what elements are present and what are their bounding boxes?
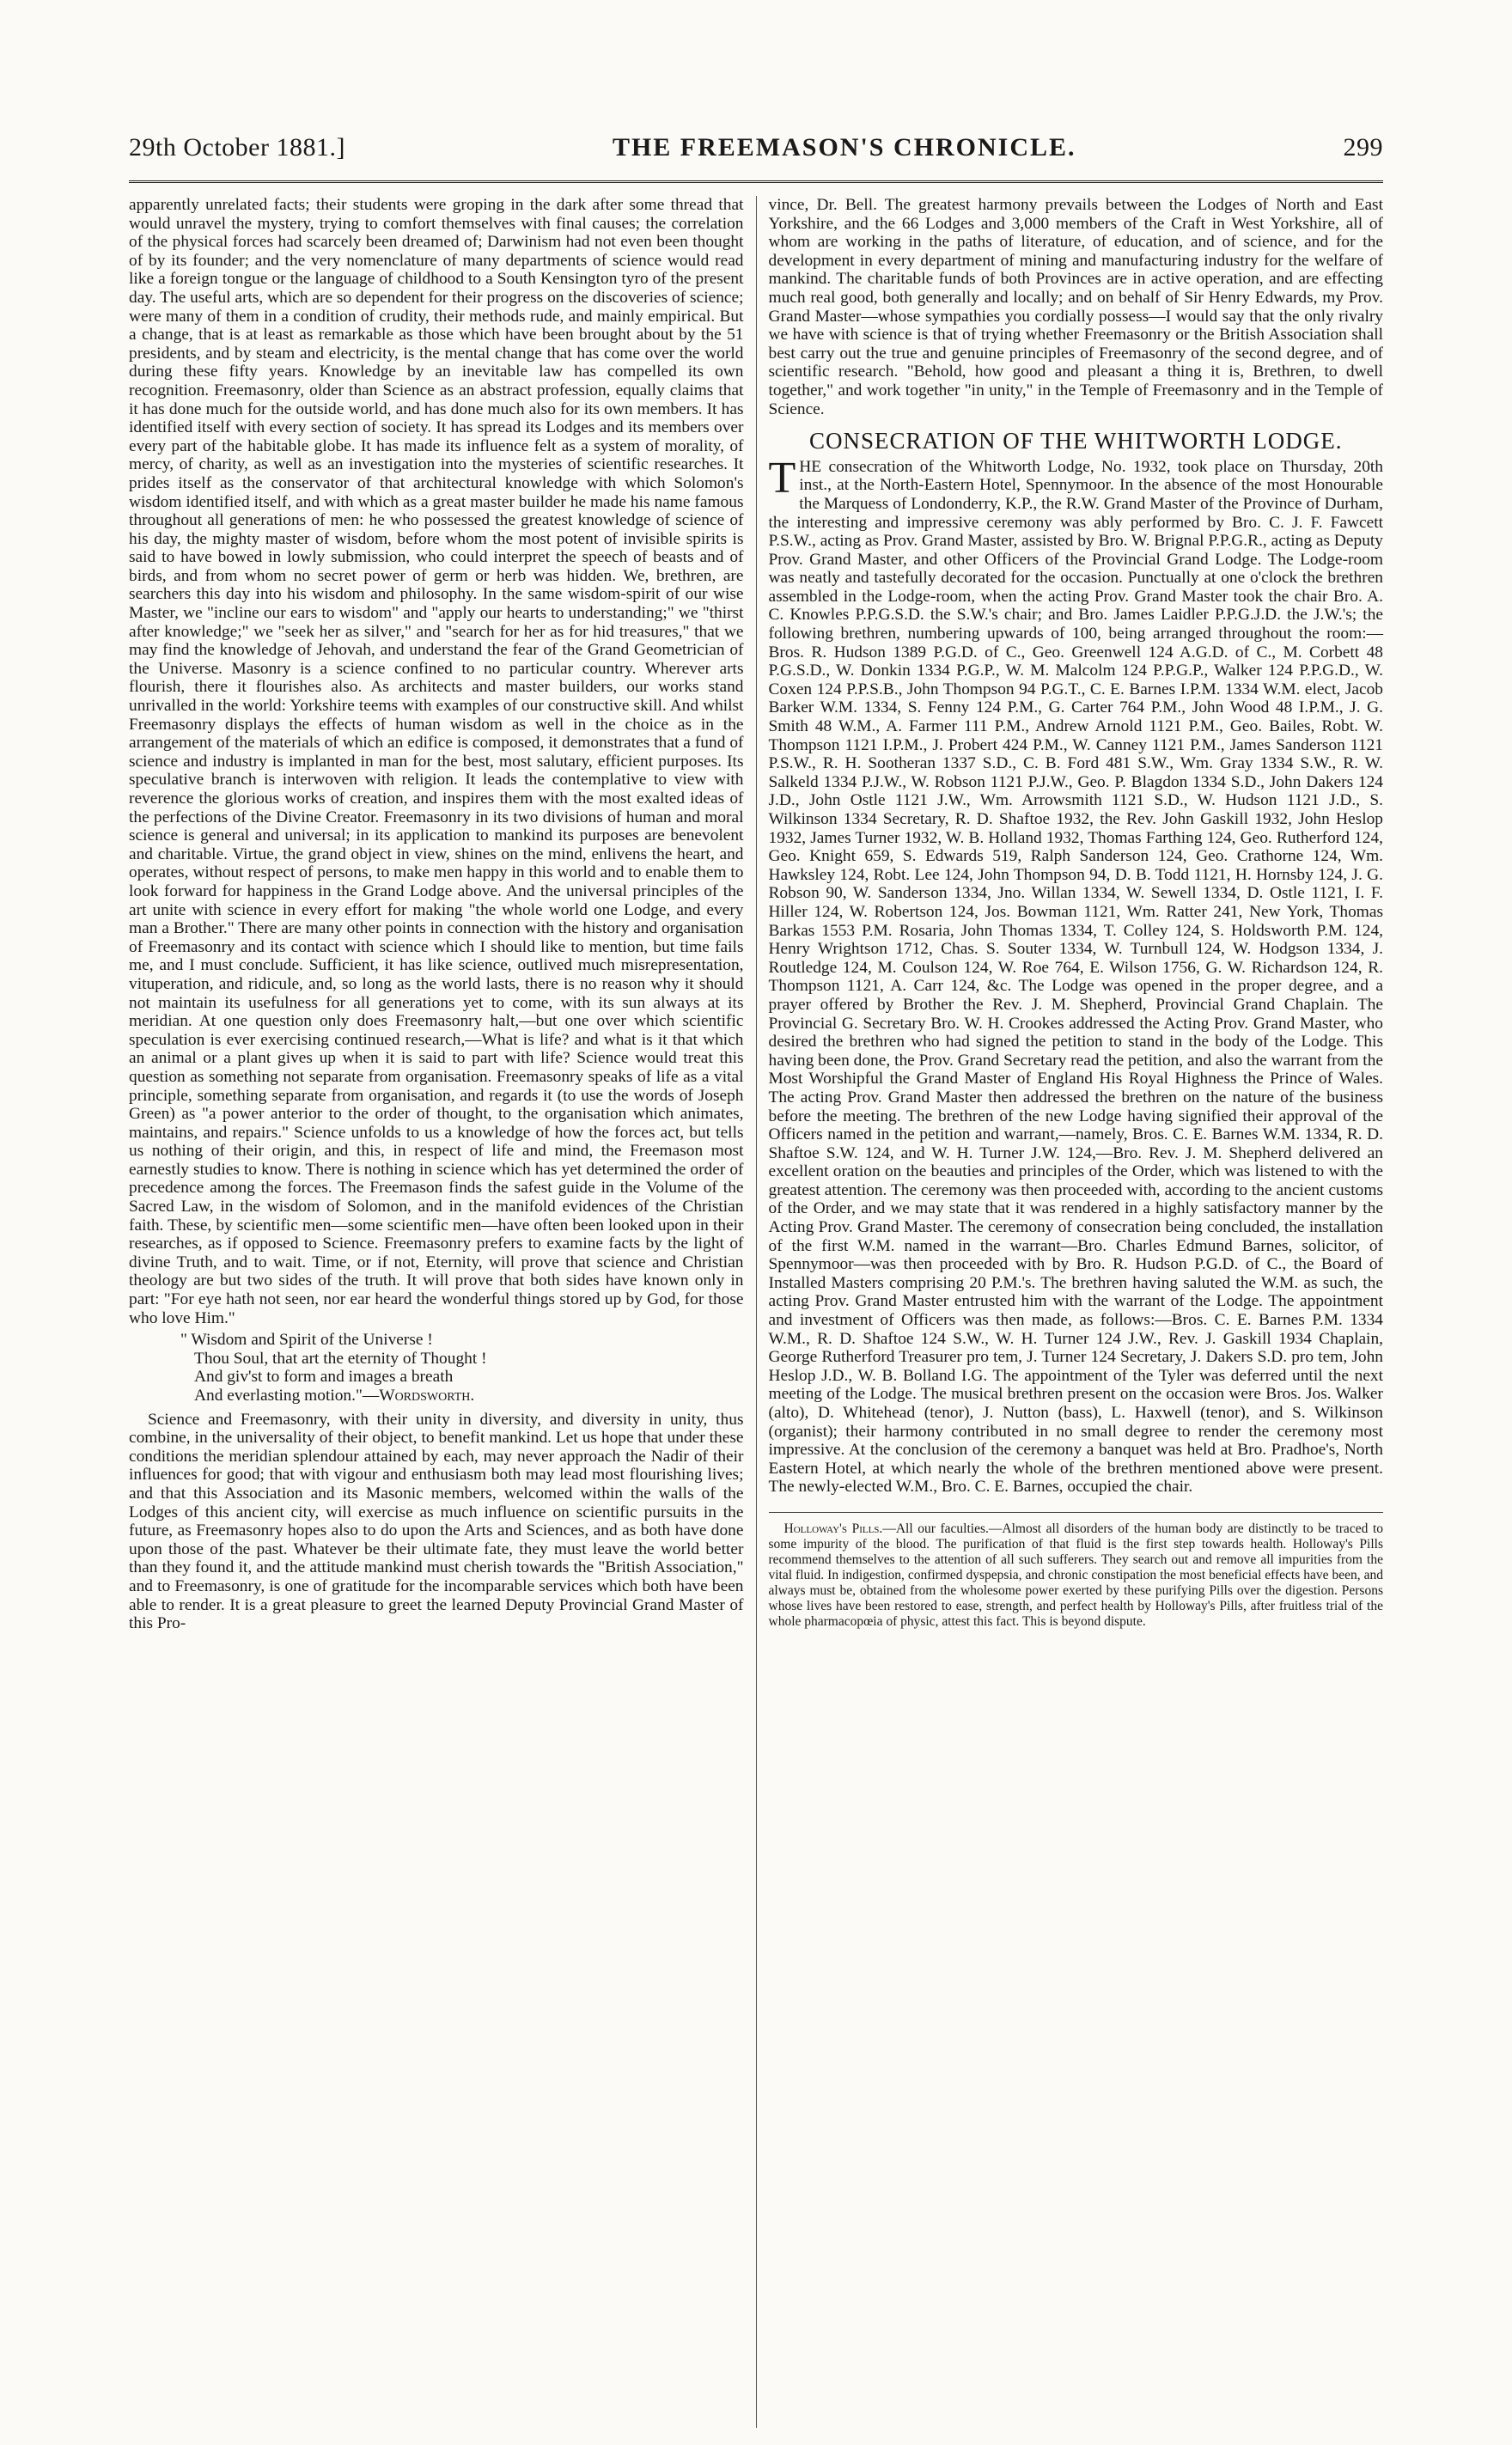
article-columns bbox=[129, 196, 1383, 2428]
closing-paragraph: Science and Freemasonry, with their unity in diversity, and diversity in unity, thus combine, in the universality of their object, to benefit mankind. Let us hope that under these conditions the meridian splendour attained by each, may never approach the Nadir of their influences for good; that with vigour and enthusiasm both may lead most flourishing lives; and that this Association and its Masonic members, welcomed within the walls of the Lodges of this ancient city, will exercise as much influence on scientific pursuits in the future, as Freemasonry hopes also to do upon the Arts and Sciences, and as both have done upon those of the past. Whatever be their ultimate fate, they must leave the world better than they found it, and the attitude mankind must cherish towards the "British Association," and to Freemasonry, is one of gratitude for the incomparable services which both have been able to render. It is a great pleasure to greet the learned Deputy Provincial Grand Master of this Pro- bbox=[129, 1410, 744, 1633]
section-heading: CONSECRATION OF THE WHITWORTH LODGE. bbox=[808, 428, 1343, 454]
continuation-paragraph: vince, Dr. Bell. The greatest harmony prevails between the Lodges of North and East Yorkshire, and the 66 Lodges and 3,000 members of the Craft in West Yorkshire, all of whom are working in the paths of literature, of education, and of science, and for the development in every department of mining and manufacturing industry for the welfare of mankind. The charitable funds of both Provinces are in active operation, and are effecting much real good, both generally and locally; and on behalf of Sir Henry Edwards, my Prov. Grand Master—whose sympathies you cordially possess—I would say that the only rivalry we have with science is that of trying whether Freemasonry or the British Association shall best carry out the true and genuine principles of Freemasonry of the second degree, and of scientific research. "Behold, how good and pleasant a thing it is, Brethren, to dwell together," and work together "in unity," in the Temple of Freemasonry and in the Temple of Science. bbox=[768, 196, 1383, 418]
page-number: 299 bbox=[1343, 133, 1383, 162]
advertisement-text bbox=[769, 1521, 1384, 1630]
poem-line bbox=[180, 1387, 744, 1405]
drop-capital: T bbox=[768, 453, 796, 503]
left-column bbox=[129, 196, 757, 2428]
masthead-rule bbox=[129, 180, 1383, 183]
poem-line: And giv'st to form and images a breath bbox=[194, 1368, 454, 1387]
poem-line-text: And everlasting motion."— bbox=[194, 1387, 380, 1405]
masthead bbox=[129, 133, 1383, 176]
issue-date: 29th October 1881.] bbox=[129, 133, 345, 162]
advertisement-lead: Holloway's Pills. bbox=[783, 1521, 883, 1536]
right-column bbox=[757, 196, 1384, 2428]
publication-title: THE FREEMASON'S CHRONICLE. bbox=[612, 133, 1076, 162]
advertisement-body: —All our faculties.—Almost all disorders of the human body are distinctly to be traced to some impurity of the blood. The purification of that fluid is the first step towards health. Holloway's Pills recommend themselves to the attention of all such sufferers. They search out and remove all impurities from the vital fluid. In indigestion, confirmed dyspepsia, and chronic constipation the most beneficial effects have been, and always must be, obtained from the wholesome power exerted by these purifying Pills over the digestion. Persons whose lives have been restored to ease, strength, and perfect health by Holloway's Pills, after fruitless trial of the whole pharmacopœia of physic, attest this fact. This is beyond dispute. bbox=[768, 1521, 1383, 1629]
poem-line: Thou Soul, that art the eternity of Thought ! bbox=[194, 1349, 487, 1368]
consecration-text: HE consecration of the Whitworth Lodge, No. 1932, took place on Thursday, 20th inst., at the North-Eastern Hotel, Spennymoor. In the absence of the most Honourable the Marquess of Londonderry, K.P., the R.W. Grand Master of the Province of Durham, the interesting and impressive ceremony was ably performed by Bro. C. J. F. Fawcett P.S.W., acting as Prov. Grand Master, assisted by Bro. W. Brignal P.P.G.R., acting as Deputy Prov. Grand Master, and other Officers of the Provincial Grand Lodge. The Lodge-room was neatly and tastefully decorated for the occasion. Punctually at one o'clock the brethren assembled in the Lodge-room, when the acting Prov. Grand Master took the chair Bro. A. C. Knowles P.P.G.S.D. the S.W.'s chair; and Bro. James Laidler P.P.G.J.D. the J.W.'s; the following brethren, numbering upwards of 100, being arranged throughout the room:—Bros. R. Hudson 1389 P.G.D. of C., Geo. Greenwell 124 A.G.D. of C., M. Corbett 48 P.G.S.D., W. Donkin 1334 P.G.P., W. M. Malcolm 124 P.P.G.P., Walker 124 P.P.G.D., W. Coxen 124 P.P.S.B., John Thompson 94 P.G.T., C. E. Barnes I.P.M. 1334 W.M. elect, Jacob Barker W.M. 1334, S. Fenny 124 P.M., G. Carter 764 P.M., John Wood 48 I.P.M., J. G. Smith 48 W.M., A. Farmer 111 P.M., Andrew Arnold 1121 P.M., Geo. Bailes, Robt. W. Thompson 1121 I.P.M., J. Probert 424 P.M., W. Canney 1121 P.M., James Sanderson 1121 P.S.W., R. H. Sootheran 1337 S.D., C. B. Ford 481 S.W., Wm. Gray 1334 S.W., R. W. Salkeld 1334 P.J.W., W. Robson 1121 P.J.W., Geo. P. Blagdon 1334 S.D., John Dakers 124 J.D., John Ostle 1121 J.W., Wm. Arrowsmith 1121 S.D., W. Hudson 1121 J.D., S. Wilkinson 1334 Secretary, R. D. Shaftoe 1932, the Rev. John Gaskill 1932, John Heslop 1932, James Turner 1932, W. B. Holland 1932, Thomas Farthing 124, Geo. Rutherford 124, Geo. Knight 659, S. Edwards 519, Ralph Sanderson 124, Geo. Crathorne 124, Wm. Hawksley 124, Robt. Lee 124, John Thompson 94, D. B. Todd 1121, H. Hornsby 124, J. G. Robson 90, W. Sanderson 1334, Jno. Willan 1334, W. Sewell 1334, D. Ostle 1121, I. F. Hiller 124, W. Robertson 124, Jos. Bowman 1121, Wm. Ratter 241, New York, Thomas Barkas 1553 P.M. Rosaria, John Thomas 1334, T. Colley 124, S. Holdsworth P.M. 124, Henry Wrightson 1712, Chas. S. Souter 1334, W. Turnbull 124, W. Hodgson 1334, J. Routledge 124, M. Coulson 124, W. Roe 764, E. Wilson 1756, G. W. Richardson 124, R. Thompson 1121, A. Carr 124, &c. The Lodge was opened in the proper degree, and a prayer offered by Brother the Rev. J. M. Shepherd, Provincial Grand Chaplain. The Provincial G. Secretary Bro. W. H. Crookes addressed the Acting Prov. Grand Master, who desired the brethren who had signed the petition to stand in the body of the Lodge. This having been done, the Prov. Grand Secretary read the petition, and also the warrant from the Most Worshipful the Grand Master of England His Royal Highness the Prince of Wales. The acting Prov. Grand Master then addressed the brethren on the nature of the business before the meeting. The brethren of the new Lodge having signified their approval of the Officers named in the petition and warrant,—namely, Bros. C. E. Barnes W.M. 1334, R. D. Shaftoe S.W. 124, and W. H. Turner J.W. 124,—Bro. Rev. J. M. Shepherd delivered an excellent oration on the beauties and principles of the Order, which was listened to with the greatest attention. The ceremony was then proceeded with, according to the ancient customs of the Order, and we may state that it was rendered in a highly satisfactory manner by the Acting Prov. Grand Master. The ceremony of consecration being concluded, the installation of the first W.M. named in the warrant—Bro. Charles Edmund Barnes, solicitor, of Spennymoor—was then proceeded with by Bro. R. Hudson P.G.D. of C., the Board of Installed Masters comprising 20 P.M.'s. The brethren having saluted the W.M. as such, the acting Prov. Grand Master entrusted him with the warrant of the Lodge. The appointment and investment of Officers was then made, as follows:—Bros. C. E. Barnes P.M. 1334 W.M., R. D. Shaftoe 124 S.W., W. H. Turner 124 J.W., Rev. J. Gaskill 1934 Chaplain, George Rutherford Treasurer pro tem, J. Turner 124 Secretary, J. Dakers S.D. pro tem, John Heslop J.D., W. B. Bolland I.G. The appointment of the Tyler was deferred until the next meeting of the Lodge. The musical brethren present on the occasion were Bros. Jos. Walker (alto), D. Whitehead (tenor), J. Nutton (bass), L. Haxwell (tenor), and S. Wilkinson (organist); their harmony contributed in no small degree to render the ceremony most impressive. At the conclusion of the ceremony a banquet was held at Bro. Pradhoe's, North Eastern Hotel, at which nearly the whole of the brethren mentioned above were present. The newly-elected W.M., Bro. C. E. Barnes, occupied the chair. bbox=[768, 457, 1383, 1497]
poem-author: Wordsworth. bbox=[379, 1387, 475, 1405]
consecration-report bbox=[768, 453, 1384, 1497]
article-paragraph: apparently unrelated facts; their students were groping in the dark after some thread that would unravel the mystery, trying to comfort themselves with final causes; the correlation of the physical forces had scarcely been dreamed of; Darwinism had not even been thought of by its founder; and the very nomenclature of many departments of science would read like a foreign tongue or the language of childhood to a South Kensington tyro of the present day. The useful arts, which are so dependent for their progress on the discoveries of science; were many of them in a condition of crudity, their methods rude, and mainly empirical. But a change, that is at least as remarkable as those which have been brought about by the 51 presidents, and by steam and electricity, is the mental change that has come over the world during these fifty years. Knowledge by an inevitable law has compelled its own recognition. Freemasonry, older than Science as an abstract profession, equally claims that it has done much for the outside world, and has done much also for its own members. It has identified itself with every section of society. It has spread its Lodges and its members over every part of the habitable globe. It has made its influence felt as a system of morality, of mercy, of charity, as well as an investigation into the mysteries of scientific researches. It prides itself as the conservator of that architectural knowledge with which Solomon's wisdom identified itself, and with which as a great master builder he made his name famous throughout all generations of men: he who possessed the greatest knowledge of science of his day, the mighty master of wisdom, before whom the most potent of invisible spirits is said to have bowed in lowly submission, who could interpret the speech of beasts and of birds, and from whom no secret power of germ or herb was hidden. We, brethren, are searchers this day into his wisdom and philosophy. In the same wisdom-spirit of our wise Master, we "incline our ears to wisdom" and "apply our hearts to understanding;" we "thirst after knowledge;" we "seek her as silver," and "search for her as for hid treasures," that we may find the knowledge of Jehovah, and understand the fear of the Grand Geometrician of the Universe. Masonry is a science confined to no particular country. Wherever arts flourish, there it flourishes also. As architects and master builders, our works stand unrivalled in the world: Yorkshire teems with examples of our constructive skill. And whilst Freemasonry displays the effects of human wisdom as well in the choice as in the arrangement of the materials of which an edifice is composed, it demonstrates that a fund of science and industry is implanted in man for the best, most salutary, efficient purposes. Its speculative branch is interwoven with religion. It leads the contemplative to view with reverence the glorious works of creation, and inspires them with the most exalted ideas of the perfections of the Divine Creator. Freemasonry in its two divisions of human and moral science is general and universal; in its application to mankind its purposes are benevolent and charitable. Virtue, the grand object in view, shines on the mind, enlivens the heart, and operates, without respect of persons, to make men happy in this world and to enable them to look forward for happiness in the Grand Lodge above. And the universal principles of the art unite with science in every effort for making "the whole world one Lodge, and every man a Brother." There are many other points in connection with the history and organisation of Freemasonry and its contact with science which I should like to mention, but time fails me, and I must conclude. Sufficient, it has like science, outlived much misrepresentation, vituperation, and ridicule, and, so long as the world lasts, there is no reason why it should not maintain its usefulness for all generations yet to come, with its sun always at its meridian. At one question only does Freemasonry halt,—but one over which scientific speculation is ever exercising continued research,—What is life? and what is it that which an animal or a plant gives up when it is said to part with life? Science would treat this question as something not separate from organisation. Freemasonry speaks of life as a vital principle, something separate from organisation, and regards it (to use the words of Joseph Green) as "a power anterior to the order of thought, to the organisation which animates, maintains, and repairs." Science unfolds to us a knowledge of how the forces act, but tells us nothing of their origin, and this, in respect of life and mind, the Freemason most earnestly studies to know. There is nothing in science which has yet determined the order of precedence among the forces. The Freemason finds the safest guide in the Volume of the Sacred Law, in the wisdom of Solomon, and in the manifold evidences of the Christian faith. These, by scientific men—some scientific men—have often been looked upon in their researches, as if opposed to Science. Freemasonry prefers to examine facts by the light of divine Truth, and to wait. Time, or if not, Eternity, will prove that science and Christian theology are but two sides of the truth. It will prove that both sides have known only in part: "For eye hath not seen, nor ear heard the wonderful things stored up by God, for those who love Him." bbox=[129, 196, 744, 1327]
poem-line: " Wisdom and Spirit of the Universe ! bbox=[180, 1331, 433, 1350]
advertisement bbox=[769, 1512, 1384, 1630]
quoted-poem bbox=[180, 1331, 744, 1405]
